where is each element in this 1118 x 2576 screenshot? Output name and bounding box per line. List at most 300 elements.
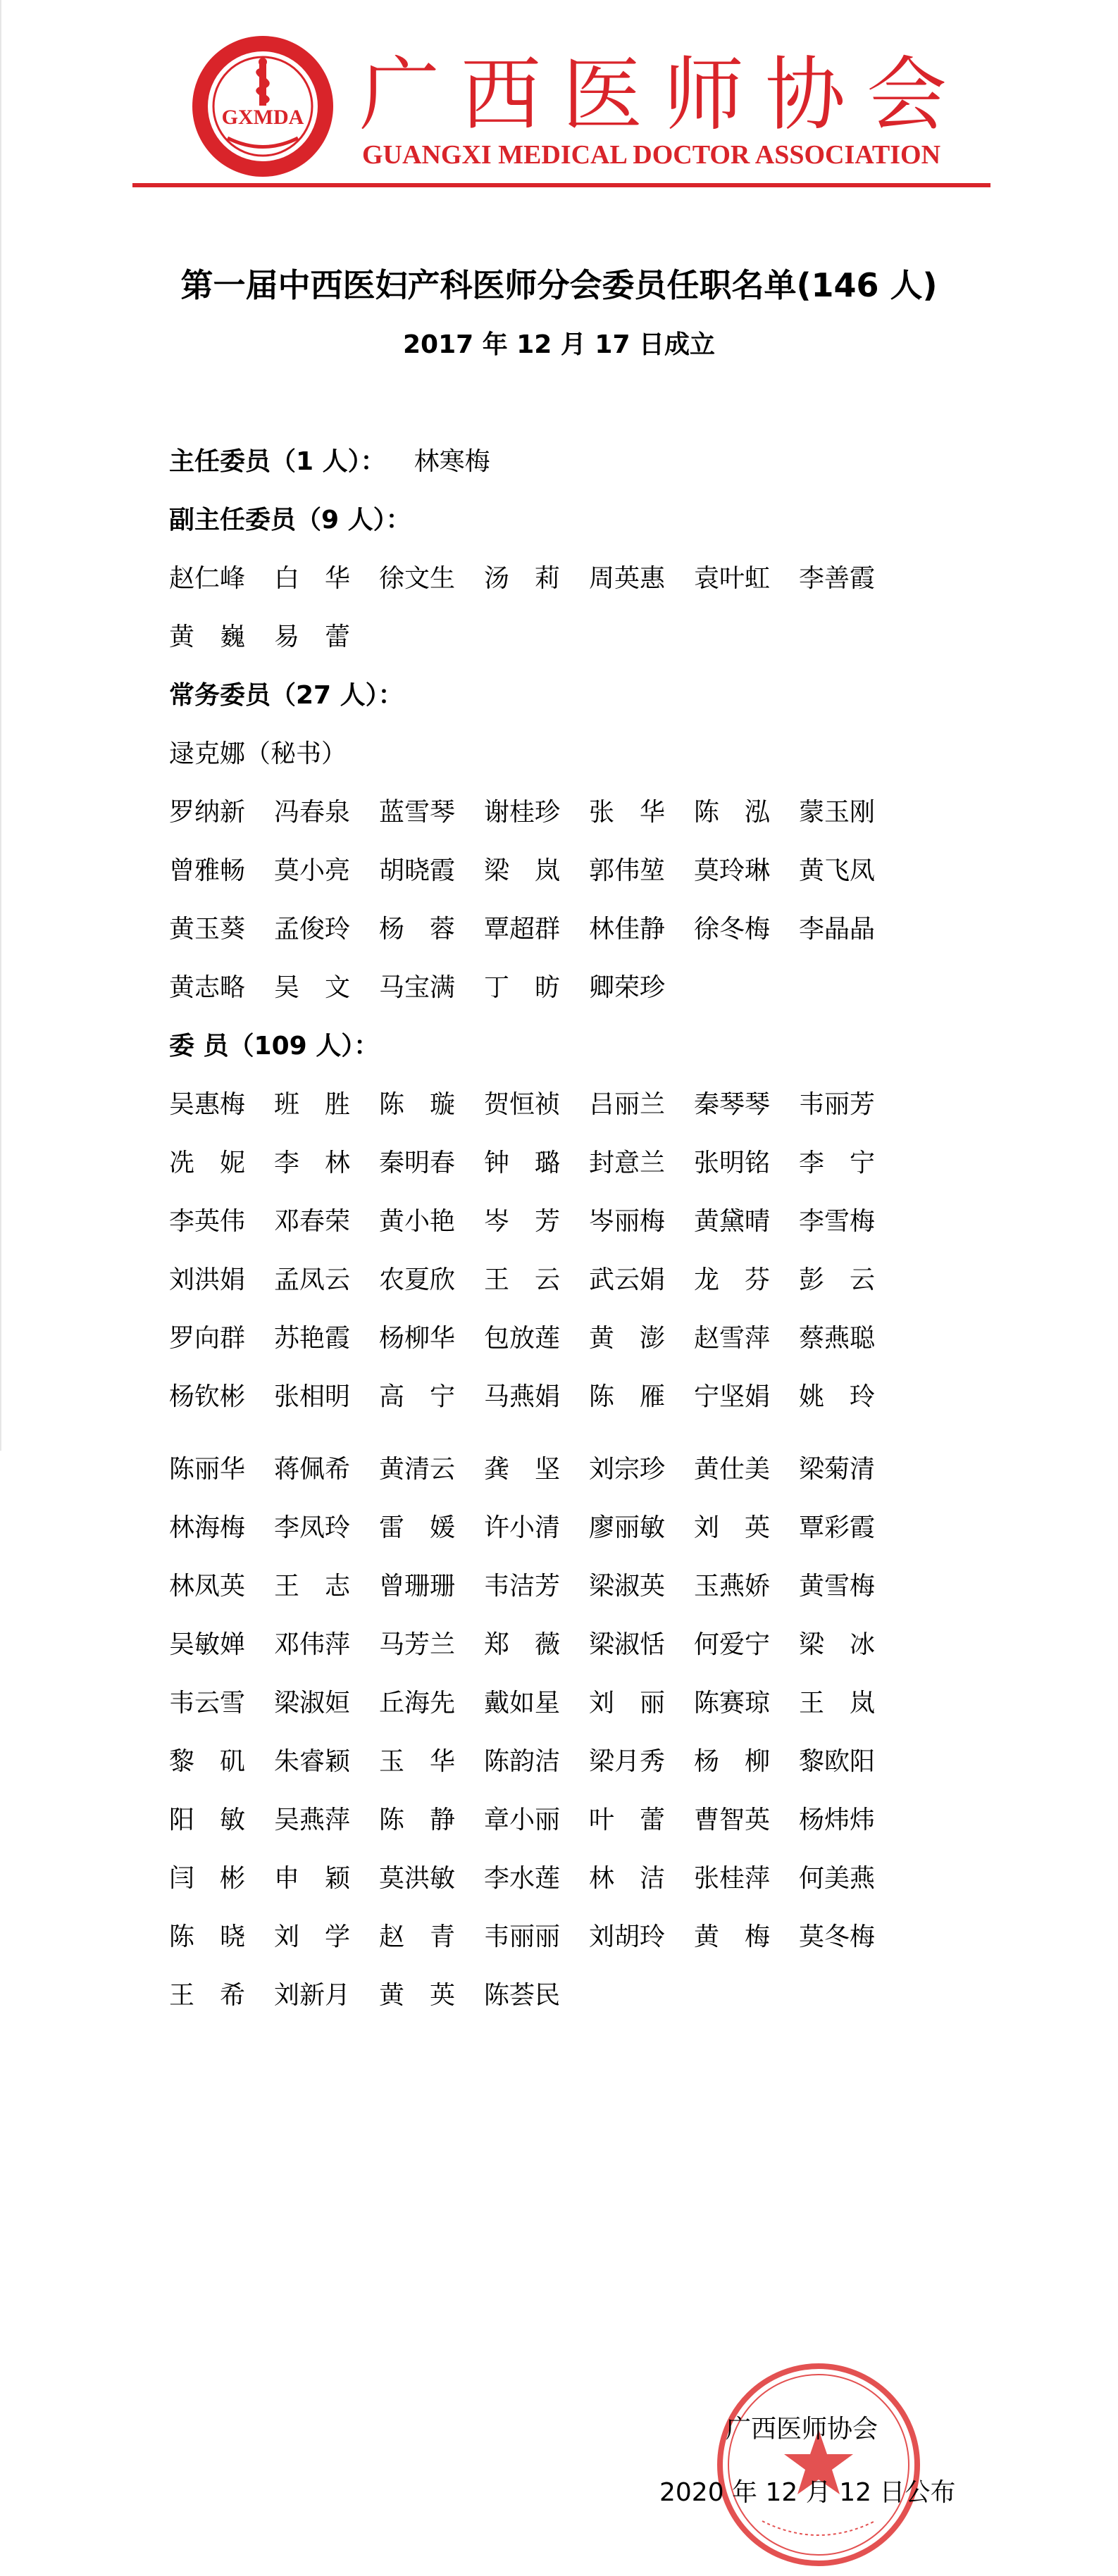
member-name (169, 1849, 274, 1908)
member-name (484, 1075, 589, 1134)
member-name (379, 900, 484, 958)
member-name-text: 曹智英 (694, 1806, 771, 1834)
member-name-text: 何爱宁 (694, 1630, 771, 1659)
member-name (694, 783, 799, 842)
member-name (694, 1615, 799, 1674)
member-name (799, 1674, 904, 1732)
member-name (379, 958, 484, 1017)
member-name-text: 邓春荣 (274, 1207, 351, 1236)
member-name (589, 1557, 694, 1615)
member-name (799, 1849, 904, 1908)
member-name (169, 1791, 274, 1849)
chair-label: 主任委员（1 人）： (169, 447, 386, 476)
member-name (274, 842, 379, 900)
name-row (169, 1849, 979, 1908)
name-row (169, 1440, 979, 1499)
member-name-text: 何美燕 (799, 1864, 876, 1893)
member-name-text: 赵仁峰 (169, 564, 246, 593)
member-name (484, 1732, 589, 1791)
chair-line (169, 432, 979, 491)
member-name (484, 1251, 589, 1309)
member-name-text: 曾雅畅 (169, 856, 246, 885)
member-name-text: 黄 澎 (589, 1324, 666, 1353)
name-row (169, 1251, 979, 1309)
member-name-text: 黎 矶 (169, 1747, 246, 1776)
member-name-text: 冯春泉 (274, 798, 351, 827)
member-name-text: 苏艳霞 (274, 1324, 351, 1353)
member-name-text: 李水莲 (484, 1864, 561, 1893)
member-name-text: 龙 芬 (694, 1265, 771, 1294)
member-name (694, 1075, 799, 1134)
member-name (589, 1849, 694, 1908)
member-name-text: 吴 文 (274, 973, 351, 1002)
member-name-text: 钟 璐 (484, 1149, 561, 1177)
member-name-text: 梁月秀 (589, 1747, 666, 1776)
member-name (379, 1849, 484, 1908)
member-name-text: 孟凤云 (274, 1265, 351, 1294)
member-name-text: 陈 泓 (694, 798, 771, 827)
member-name (379, 1075, 484, 1134)
member-name-text: 刘胡玲 (589, 1922, 666, 1951)
member-name-text: 刘新月 (274, 1981, 351, 2010)
member-name (799, 1499, 904, 1557)
member-name-text: 莫冬梅 (799, 1922, 876, 1951)
member-name-text: 陈赛琼 (694, 1689, 771, 1718)
member-name-text: 梁淑英 (589, 1572, 666, 1601)
page-left-edge (0, 0, 1, 1451)
member-name-text: 郑 薇 (484, 1630, 561, 1659)
member-name-text: 刘 英 (694, 1513, 771, 1542)
member-name-text: 黄飞凤 (799, 856, 876, 885)
member-name-text: 林凤英 (169, 1572, 246, 1601)
member-name (379, 1966, 484, 2025)
member-name-text: 汤 莉 (484, 564, 561, 593)
member-name-text: 黄玉葵 (169, 915, 246, 944)
member-name (694, 1251, 799, 1309)
member-name (589, 1674, 694, 1732)
member-name (379, 1732, 484, 1791)
member-name (169, 1309, 274, 1368)
member-name (169, 1908, 274, 1966)
member-name (274, 1134, 379, 1192)
member-name (274, 1251, 379, 1309)
member-name (379, 549, 484, 608)
member-name-text: 冼 妮 (169, 1149, 246, 1177)
member-name-text: 韦洁芳 (484, 1572, 561, 1601)
member-name-text: 胡晓霞 (379, 856, 456, 885)
member-name (484, 1908, 589, 1966)
member-name (274, 1368, 379, 1426)
name-row (169, 1615, 979, 1674)
name-row (169, 608, 979, 666)
member-name-text: 秦琴琴 (694, 1090, 771, 1119)
member-name (169, 1368, 274, 1426)
member-name-text: 覃彩霞 (799, 1513, 876, 1542)
member-name-text: 叶 蕾 (589, 1806, 666, 1834)
member-name (799, 1732, 904, 1791)
vice-chairs-heading (169, 491, 979, 549)
member-name (484, 1368, 589, 1426)
member-name (694, 1557, 799, 1615)
member-name-text: 李英伟 (169, 1207, 246, 1236)
members-heading (169, 1017, 979, 1075)
member-name-text: 杨炜炜 (799, 1806, 876, 1834)
member-name (274, 1557, 379, 1615)
member-name-text: 黎欧阳 (799, 1747, 876, 1776)
member-name-text: 戴如星 (484, 1689, 561, 1718)
member-name-text: 蒙玉刚 (799, 798, 876, 827)
member-name-text: 曾珊珊 (379, 1572, 456, 1601)
member-name-text: 黄黛晴 (694, 1207, 771, 1236)
member-name (799, 900, 904, 958)
member-name-text: 吴燕萍 (274, 1806, 351, 1834)
member-name-text: 闫 彬 (169, 1864, 246, 1893)
name-row (169, 1134, 979, 1192)
member-name (694, 1440, 799, 1499)
name-row (169, 1966, 979, 2025)
member-name-text: 王 希 (169, 1981, 246, 2010)
member-name (484, 958, 589, 1017)
member-name (589, 900, 694, 958)
member-name-text: 包放莲 (484, 1324, 561, 1353)
member-name (169, 1192, 274, 1251)
member-name (799, 1440, 904, 1499)
member-name (274, 958, 379, 1017)
member-name-text: 陈 晓 (169, 1922, 246, 1951)
member-name (694, 1499, 799, 1557)
member-name (484, 1309, 589, 1368)
member-name-text: 梁淑姮 (274, 1689, 351, 1718)
member-name (589, 1368, 694, 1426)
member-name-text: 章小丽 (484, 1806, 561, 1834)
member-name-text: 杨 蓉 (379, 915, 456, 944)
member-name (589, 1192, 694, 1251)
member-name (379, 1368, 484, 1426)
member-name-text: 周英惠 (589, 564, 666, 593)
member-name (274, 1674, 379, 1732)
member-name (169, 1440, 274, 1499)
member-name-text: 许小清 (484, 1513, 561, 1542)
member-name (274, 1908, 379, 1966)
member-name (274, 549, 379, 608)
member-name (589, 1134, 694, 1192)
member-name (589, 1251, 694, 1309)
member-name-text: 李雪梅 (799, 1207, 876, 1236)
member-name (379, 1791, 484, 1849)
member-name (274, 1966, 379, 2025)
member-name (274, 1075, 379, 1134)
vice-chairs-list (169, 549, 979, 666)
member-name-text: 张桂萍 (694, 1864, 771, 1893)
member-name-text: 龚 坚 (484, 1455, 561, 1484)
member-name-text: 宁坚娟 (694, 1382, 771, 1411)
member-name (484, 783, 589, 842)
name-row (169, 900, 979, 958)
member-name (694, 1908, 799, 1966)
member-name-text: 黄雪梅 (799, 1572, 876, 1601)
member-name-text: 赵雪萍 (694, 1324, 771, 1353)
member-name (484, 842, 589, 900)
member-name (799, 1791, 904, 1849)
official-seal (713, 2359, 924, 2570)
name-row (169, 549, 979, 608)
member-name-text: 陈 雁 (589, 1382, 666, 1411)
member-name (589, 783, 694, 842)
member-name-text: 白 华 (274, 564, 351, 593)
member-name (169, 1251, 274, 1309)
member-name (274, 608, 379, 666)
member-name (274, 1732, 379, 1791)
member-name-text: 农夏欣 (379, 1265, 456, 1294)
secretary-line (169, 725, 979, 783)
member-name-text: 陈荟民 (484, 1981, 561, 2010)
member-name-text: 陈丽华 (169, 1455, 246, 1484)
member-name-text: 覃超群 (484, 915, 561, 944)
member-name-text: 张相明 (274, 1382, 351, 1411)
member-name (169, 549, 274, 608)
member-name-text: 朱睿颖 (274, 1747, 351, 1776)
member-name-text: 刘 学 (274, 1922, 351, 1951)
member-name-text: 陈韵洁 (484, 1747, 561, 1776)
name-row (169, 1075, 979, 1134)
member-name-text: 王 云 (484, 1265, 561, 1294)
member-name-text: 黄 巍 (169, 623, 246, 651)
member-name-text: 班 胜 (274, 1090, 351, 1119)
member-name-text: 李晶晶 (799, 915, 876, 944)
name-row (169, 842, 979, 900)
member-name-text: 罗纳新 (169, 798, 246, 827)
member-name (169, 1075, 274, 1134)
member-name (274, 1192, 379, 1251)
logo-text: GXMDA (221, 106, 304, 129)
member-name-text: 梁 冰 (799, 1630, 876, 1659)
name-row (169, 1557, 979, 1615)
member-name-text: 马宝满 (379, 973, 456, 1002)
member-name (694, 1674, 799, 1732)
member-name (799, 1075, 904, 1134)
member-name-text: 王 志 (274, 1572, 351, 1601)
member-name-text: 申 颖 (274, 1864, 351, 1893)
member-name-text: 罗向群 (169, 1324, 246, 1353)
document-subtitle: 2017 年 12 月 17 日成立 (402, 330, 716, 359)
member-name-text: 孟俊玲 (274, 915, 351, 944)
secretary-name: 逯克娜（秘书） (169, 739, 347, 768)
member-name (589, 1499, 694, 1557)
member-name-text: 杨 柳 (694, 1747, 771, 1776)
member-name (694, 842, 799, 900)
member-name (169, 608, 274, 666)
member-name (274, 1791, 379, 1849)
member-name (799, 1309, 904, 1368)
member-name-text: 封意兰 (589, 1149, 666, 1177)
member-name (169, 1674, 274, 1732)
name-row (169, 783, 979, 842)
member-name-text: 谢桂珍 (484, 798, 561, 827)
member-name (799, 842, 904, 900)
members-label: 委 员（109 人）： (169, 1032, 380, 1061)
member-name (589, 1615, 694, 1674)
member-name (484, 1557, 589, 1615)
member-name (484, 1966, 589, 2025)
member-name-text: 廖丽敏 (589, 1513, 666, 1542)
member-name-text: 岑丽梅 (589, 1207, 666, 1236)
member-name (799, 1368, 904, 1426)
member-name-text: 玉燕娇 (694, 1572, 771, 1601)
member-name (169, 1732, 274, 1791)
member-name-text: 黄志略 (169, 973, 246, 1002)
member-name-text: 赵 青 (379, 1922, 456, 1951)
member-name-text: 刘洪娟 (169, 1265, 246, 1294)
members-list (169, 1075, 979, 2025)
name-row (169, 1674, 979, 1732)
member-name (484, 900, 589, 958)
member-name (379, 1251, 484, 1309)
member-name-text: 徐冬梅 (694, 915, 771, 944)
member-name-text: 李善霞 (799, 564, 876, 593)
member-name (379, 1192, 484, 1251)
member-name (169, 1134, 274, 1192)
member-name-text: 李 宁 (799, 1149, 876, 1177)
member-name-text: 李 林 (274, 1149, 351, 1177)
header-divider (132, 183, 990, 187)
member-name (799, 1192, 904, 1251)
member-name (484, 1499, 589, 1557)
member-name (589, 549, 694, 608)
member-name-text: 张明铭 (694, 1149, 771, 1177)
member-name-text: 武云娟 (589, 1265, 666, 1294)
member-name (484, 1440, 589, 1499)
document-title: 第一届中西医妇产科医师分会委员任职名单(146 人) (180, 266, 938, 304)
member-name-text: 韦云雪 (169, 1689, 246, 1718)
member-name (169, 783, 274, 842)
member-name-text: 杨钦彬 (169, 1382, 246, 1411)
member-name-text: 马芳兰 (379, 1630, 456, 1659)
member-name (589, 1440, 694, 1499)
member-name-text: 蔡燕聪 (799, 1324, 876, 1353)
member-name-text: 陈 璇 (379, 1090, 456, 1119)
member-name (274, 1499, 379, 1557)
member-name-text: 林海梅 (169, 1513, 246, 1542)
member-name-text: 黄 英 (379, 1981, 456, 2010)
member-name (694, 1791, 799, 1849)
member-name (484, 1849, 589, 1908)
member-name (379, 1557, 484, 1615)
member-name (169, 1557, 274, 1615)
member-name-text: 蓝雪琴 (379, 798, 456, 827)
chair-name: 林寒梅 (414, 447, 490, 476)
member-name (169, 1499, 274, 1557)
member-name-text: 吴惠梅 (169, 1090, 246, 1119)
member-name-text: 徐文生 (379, 564, 456, 593)
member-name-text: 玉 华 (379, 1747, 456, 1776)
member-name (169, 1615, 274, 1674)
member-name-text: 贺恒祯 (484, 1090, 561, 1119)
member-name-text: 莫玲琳 (694, 856, 771, 885)
org-name-cn: 广西医师协会 (359, 48, 969, 142)
member-name (589, 1908, 694, 1966)
member-name (694, 549, 799, 608)
member-name (694, 900, 799, 958)
member-name-text: 黄仕美 (694, 1455, 771, 1484)
member-name (799, 783, 904, 842)
member-name (589, 958, 694, 1017)
member-name-text: 高 宁 (379, 1382, 456, 1411)
member-name-text: 郭伟堃 (589, 856, 666, 885)
member-name (484, 1674, 589, 1732)
member-name-text: 阳 敏 (169, 1806, 246, 1834)
name-row (169, 958, 979, 1017)
org-name-en: GUANGXI MEDICAL DOCTOR ASSOCIATION (362, 140, 941, 170)
member-name-text: 梁淑恬 (589, 1630, 666, 1659)
footer-date: 2020 年 12 月 12 日公布 (659, 2478, 956, 2507)
member-name (799, 1134, 904, 1192)
member-name (274, 900, 379, 958)
member-name (379, 1134, 484, 1192)
member-name (484, 1192, 589, 1251)
member-name-text: 林 洁 (589, 1864, 666, 1893)
member-name (694, 1368, 799, 1426)
member-name-text: 卿荣珍 (589, 973, 666, 1002)
member-name (799, 1615, 904, 1674)
member-name-text: 丘海先 (379, 1689, 456, 1718)
member-name-text: 刘 丽 (589, 1689, 666, 1718)
letterhead (0, 0, 1118, 190)
member-name (589, 1075, 694, 1134)
member-name-text: 吕丽兰 (589, 1090, 666, 1119)
member-name-text: 黄 梅 (694, 1922, 771, 1951)
roster (169, 432, 979, 2025)
standing-heading (169, 666, 979, 725)
name-row (169, 1791, 979, 1849)
member-name (589, 1309, 694, 1368)
member-name (169, 958, 274, 1017)
member-name-text: 岑 芳 (484, 1207, 561, 1236)
member-name-text: 陈 静 (379, 1806, 456, 1834)
member-name-text: 马燕娟 (484, 1382, 561, 1411)
member-name (379, 1440, 484, 1499)
member-name (694, 1732, 799, 1791)
member-name (379, 783, 484, 842)
member-name-text: 易 蕾 (274, 623, 351, 651)
member-name (484, 549, 589, 608)
member-name-text: 莫洪敏 (379, 1864, 456, 1893)
member-name-text: 莫小亮 (274, 856, 351, 885)
standing-label: 常务委员（27 人）： (169, 681, 404, 710)
association-logo (189, 32, 337, 180)
member-name (694, 1134, 799, 1192)
member-name-text: 秦明春 (379, 1149, 456, 1177)
member-name (484, 1615, 589, 1674)
name-row (169, 1192, 979, 1251)
member-name (694, 1192, 799, 1251)
name-row (169, 1908, 979, 1966)
member-name-text: 丁 昉 (484, 973, 561, 1002)
member-name (589, 842, 694, 900)
member-name-text: 彭 云 (799, 1265, 876, 1294)
footer-org: 广西医师协会 (726, 2415, 878, 2444)
member-name (169, 1966, 274, 2025)
member-name (274, 1309, 379, 1368)
vice-chairs-label: 副主任委员（9 人）： (169, 506, 411, 534)
member-name-text: 黄清云 (379, 1455, 456, 1484)
member-name-text: 杨柳华 (379, 1324, 456, 1353)
member-name-text: 梁菊清 (799, 1455, 876, 1484)
member-name (694, 1849, 799, 1908)
member-name (274, 1440, 379, 1499)
member-name-text: 雷 媛 (379, 1513, 456, 1542)
member-name-text: 邓伟萍 (274, 1630, 351, 1659)
member-name (589, 1732, 694, 1791)
